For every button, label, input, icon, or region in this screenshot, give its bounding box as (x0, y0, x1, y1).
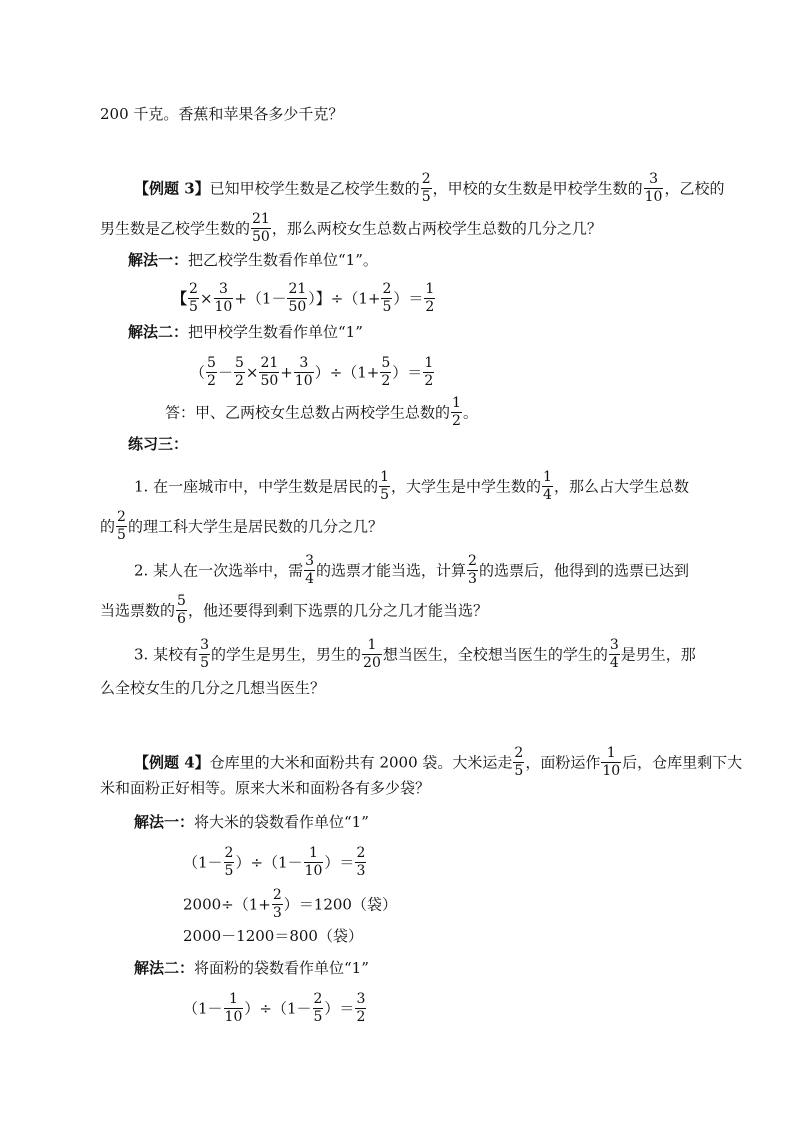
example4-line1: 【例题 4】仓库里的大米和面粉共有 2000 袋。大米运走 $\frac{2}{5}$ ，面粉运作 $\frac{1}{10}$ 后，仓库里剩下大 (134, 745, 743, 779)
fraction: $\frac{2}{5}$ (224, 845, 234, 879)
fraction: $\frac{3}{10}$ (644, 171, 663, 205)
practice3-line1: 3. 某校有 $\frac{3}{5}$ 的学生是男生，男生的 $\frac{1}{20}$ 想当医生，全校想当医生的学生的 $\frac{3}{4}$ 是男生，那 (134, 637, 696, 671)
example3-line1: 【例题 3】已知甲校学生数是乙校学生数的 $\frac{2}{5}$ ，甲校的女生数是甲校学生数的 $\frac{3}{10}$ ，乙校的 (134, 171, 725, 205)
fraction: $\frac{2}{5}$ (382, 281, 392, 315)
example3-method1-equation: 【 $\frac{2}{5}$ × $\frac{3}{10}$ +（1－ $\frac{21}{50}$ ）】÷（1+ $\frac{2}{5}$ ）＝ $\frac{1}{2}$ (172, 281, 435, 315)
fraction: $\frac{3}{4}$ (305, 553, 315, 587)
fraction: $\frac{5}{6}$ (177, 593, 186, 627)
example4-line2: 米和面粉正好相等。原来大米和面粉各有多少袋？ (100, 779, 431, 797)
example4-label: 【例题 4】 (134, 753, 210, 772)
fraction: $\frac{3}{10}$ (214, 281, 233, 315)
fraction: $\frac{1}{10}$ (602, 745, 621, 779)
practice-title: 练习三： (128, 435, 189, 453)
example3-method2-equation: （ $\frac{5}{2}$ － $\frac{5}{2}$ × $\frac{21}{50}$ + $\frac{3}{10}$ ）÷（1+ $\frac{5}{2}$ ）＝ $\frac{1}{2}$ (190, 355, 434, 389)
fraction: $\frac{2}{3}$ (272, 887, 282, 921)
example3-label: 【例题 3】 (134, 179, 210, 198)
fraction: $\frac{21}{50}$ (260, 355, 279, 389)
example4-equation3: 2000－1200＝800（袋） (183, 927, 363, 945)
fraction: $\frac{2}{5}$ (189, 281, 198, 315)
example4-equation4: （1－ $\frac{1}{10}$ ）÷（1－ $\frac{2}{5}$ ）＝ $\frac{3}{2}$ (183, 991, 366, 1025)
fraction: $\frac{2}{5}$ (313, 991, 323, 1025)
example3-answer: 答：甲、乙两校女生总数占两校学生总数的 $\frac{1}{2}$ 。 (165, 395, 478, 429)
fraction: $\frac{3}{10}$ (294, 355, 313, 389)
fraction: $\frac{2}{3}$ (468, 553, 477, 587)
example4-equation1: （1－ $\frac{2}{5}$ ）÷（1－ $\frac{1}{10}$ ）＝ $\frac{2}{3}$ (183, 845, 366, 879)
fraction: $\frac{1}{2}$ (424, 355, 434, 389)
fraction: $\frac{1}{5}$ (380, 469, 390, 503)
fraction: $\frac{1}{4}$ (543, 469, 552, 503)
fraction: $\frac{3}{4}$ (609, 637, 619, 671)
practice2-line1: 2. 某人在一次选举中，需 $\frac{3}{4}$ 的选票才能当选，计算 $\frac{2}{3}$ 的选票后，他得到的选票已达到 (134, 553, 689, 587)
example4-method1: 解法一：将大米的袋数看作单位“1” (134, 813, 369, 831)
continued-question: 200 千克。香蕉和苹果各多少千克？ (100, 105, 344, 123)
fraction: $\frac{1}{2}$ (425, 281, 435, 315)
fraction: $\frac{5}{2}$ (381, 355, 391, 389)
example3-method2: 解法二：把甲校学生数看作单位“1” (128, 323, 363, 341)
fraction: $\frac{5}{2}$ (234, 355, 244, 389)
fraction: $\frac{2}{5}$ (514, 745, 524, 779)
practice1-line1: 1. 在一座城市中，中学生数是居民的 $\frac{1}{5}$ ，大学生是中学生数的 $\frac{1}{4}$ ，那么占大学生总数 (134, 469, 689, 503)
fraction: $\frac{1}{10}$ (304, 845, 323, 879)
practice1-line2: 的 $\frac{2}{5}$ 的理工科大学生是居民数的几分之几？ (100, 509, 383, 543)
fraction: $\frac{2}{3}$ (356, 845, 366, 879)
example4-equation2: 2000÷（1+ $\frac{2}{3}$ ）＝1200（袋） (183, 887, 397, 921)
fraction: $\frac{21}{50}$ (252, 211, 270, 245)
fraction: $\frac{1}{20}$ (363, 637, 381, 671)
example3-method1: 解法一：把乙校学生数看作单位“1”。 (128, 251, 378, 269)
fraction: $\frac{3}{5}$ (200, 637, 210, 671)
practice3-line2: 么全校女生的几分之几想当医生？ (100, 679, 326, 697)
example3-line2: 男生数是乙校学生数的 $\frac{21}{50}$ ，那么两校女生总数占两校学生总数的几分之几？ (100, 211, 602, 245)
fraction: $\frac{5}{2}$ (207, 355, 216, 389)
practice2-line2: 当选票数的 $\frac{5}{6}$ ，他还要得到剩下选票的几分之几才能当选？ (100, 593, 488, 627)
fraction: $\frac{1}{2}$ (452, 395, 461, 429)
fraction: $\frac{21}{50}$ (288, 281, 307, 315)
fraction: $\frac{2}{5}$ (117, 509, 126, 543)
fraction: $\frac{2}{5}$ (421, 171, 431, 205)
fraction: $\frac{3}{2}$ (356, 991, 366, 1025)
fraction: $\frac{1}{10}$ (224, 991, 243, 1025)
example4-method2: 解法二：将面粉的袋数看作单位“1” (134, 959, 369, 977)
